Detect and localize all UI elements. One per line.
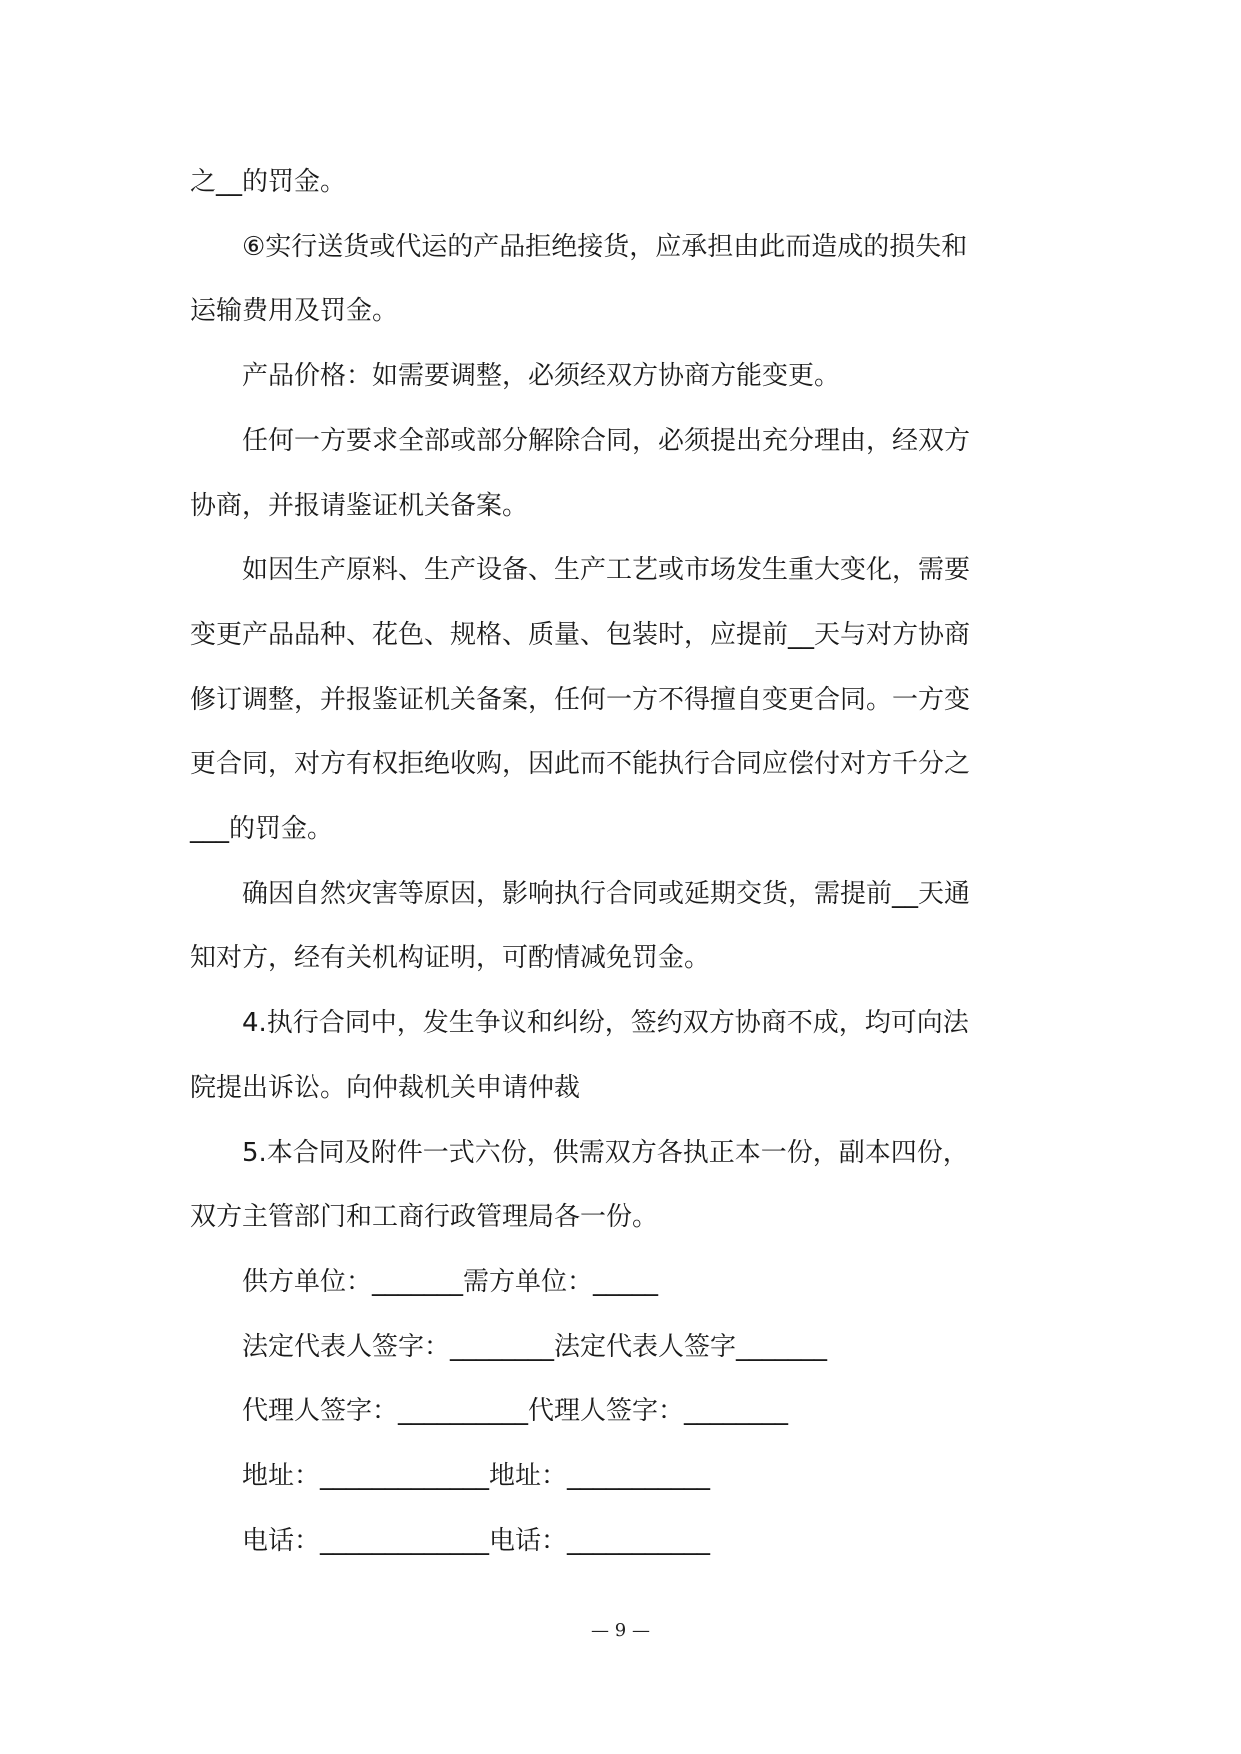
text-line: 确因自然灾害等原因，影响执行合同或延期交货，需提前__天通	[242, 878, 971, 909]
text-line: 更合同，对方有权拒绝收购，因此而不能执行合同应偿付对方千分之	[190, 749, 971, 780]
text-line: 产品价格：如需要调整，必须经双方协商方能变更。	[242, 361, 841, 392]
text-line: 修订调整，并报鉴证机关备案，任何一方不得擅自变更合同。一方变	[190, 684, 971, 715]
text-line: 院提出诉讼。向仲裁机关申请仲裁	[190, 1072, 581, 1103]
text-line: 双方主管部门和工商行政管理局各一份。	[190, 1202, 659, 1233]
text-line: ___的罚金。	[190, 814, 334, 845]
contract-body	[190, 150, 1060, 1573]
page-number: — 9 —	[591, 1620, 650, 1641]
text-line: 之__的罚金。	[190, 167, 347, 197]
text-line: 如因生产原料、生产设备、生产工艺或市场发生重大变化，需要	[242, 555, 971, 586]
text-line: 4.执行合同中，发生争议和纠纷，签约双方协商不成，均可向法	[242, 1008, 969, 1039]
text-line: 任何一方要求全部或部分解除合同，必须提出充分理由，经双方	[242, 425, 971, 456]
text-line: 运输费用及罚金。	[190, 296, 399, 327]
signature-line-phone: 电话：_____________电话：___________	[242, 1525, 711, 1556]
text-line: 5.本合同及附件一式六份，供需双方各执正本一份，副本四份，	[242, 1137, 969, 1168]
signature-line-agent: 代理人签字：__________代理人签字：________	[242, 1396, 789, 1427]
signature-line-unit: 供方单位：_______需方单位：_____	[242, 1266, 659, 1297]
signature-line-representative: 法定代表人签字：________法定代表人签字_______	[242, 1331, 828, 1362]
text-line: 知对方，经有关机构证明，可酌情减免罚金。	[190, 943, 711, 974]
text-line: 协商，并报请鉴证机关备案。	[190, 490, 529, 521]
signature-line-address: 地址：_____________地址：___________	[242, 1461, 711, 1492]
text-line: 变更产品品种、花色、规格、质量、包装时，应提前__天与对方协商	[190, 619, 971, 650]
text-line: ⑥实行送货或代运的产品拒绝接货，应承担由此而造成的损失和	[242, 231, 968, 262]
